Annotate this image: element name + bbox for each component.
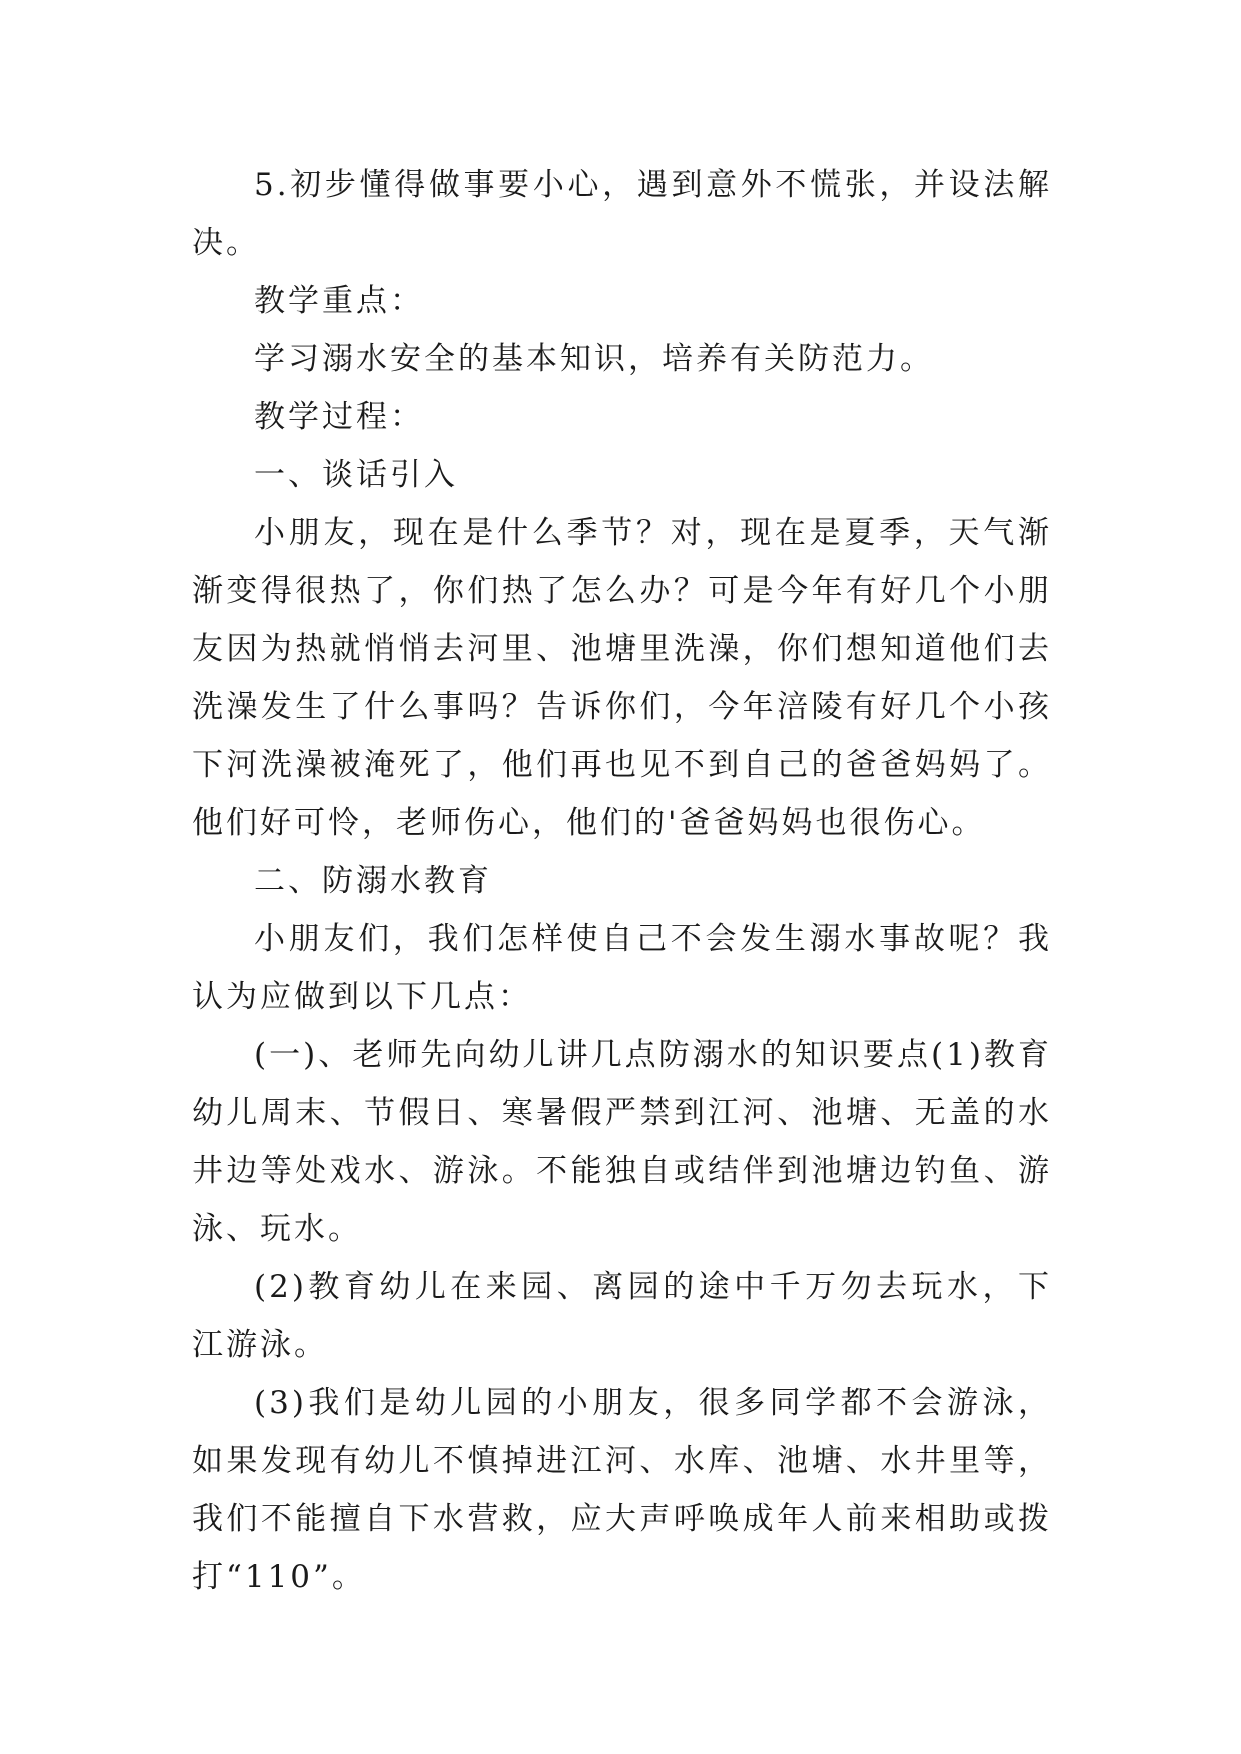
heading-teaching-process: 教学过程： [254, 399, 424, 435]
paragraph-intro-talk: 小朋友，现在是什么季节？对，现在是夏季，天气渐渐变得很热了，你们热了怎么办？可是今年有好几个小朋友因为热就悄悄去河里、池塘里洗澡，你们想知道他们去洗澡发生了什么事吗？告诉你们，今年涪陵有好几个小孩下河洗澡被淹死了，他们再也见不到自己的爸爸妈妈了。他们好可怜，老师伤心，他们的'爸爸妈妈也很伤心。 [192, 515, 1052, 841]
document-body [192, 156, 1052, 1606]
paragraph-point-3: (3)我们是幼儿园的小朋友，很多同学都不会游泳，如果发现有幼儿不慎掉进江河、水库、池塘、水井里等，我们不能擅自下水营救，应大声呼唤成年人前来相助或拨打“110”。 [192, 1385, 1052, 1595]
heading-section-1: 一、谈话引入 [254, 457, 458, 493]
heading-teaching-focus: 教学重点： [254, 283, 424, 319]
paragraph-teaching-focus: 学习溺水安全的基本知识，培养有关防范力。 [254, 341, 934, 377]
heading-section-2: 二、防溺水教育 [254, 863, 492, 899]
paragraph-point-2: (2)教育幼儿在来园、离园的途中千万勿去玩水，下江游泳。 [192, 1269, 1052, 1363]
paragraph-point-1: (一)、老师先向幼儿讲几点防溺水的知识要点(1)教育幼儿周末、节假日、寒暑假严禁到江河、池塘、无盖的水井边等处戏水、游泳。不能独自或结伴到池塘边钓鱼、游泳、玩水。 [192, 1037, 1052, 1247]
paragraph-objective-5: 5.初步懂得做事要小心，遇到意外不慌张，并设法解决。 [192, 167, 1052, 261]
paragraph-prevention-question: 小朋友们，我们怎样使自己不会发生溺水事故呢？我认为应做到以下几点： [192, 921, 1052, 1015]
